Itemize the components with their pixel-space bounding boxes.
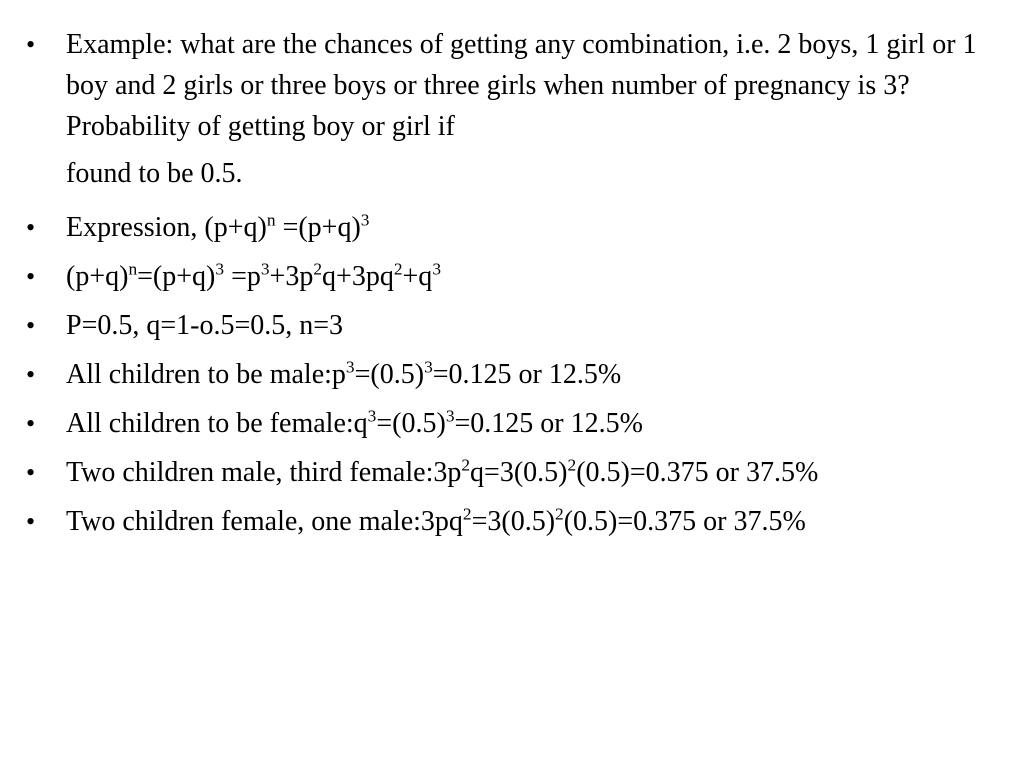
bullet-two-female-one-male bbox=[26, 502, 996, 542]
bullet-all-male bbox=[26, 355, 996, 395]
example-text-last-line: found to be 0.5. bbox=[66, 158, 243, 189]
bullet-two-male-one-female bbox=[26, 453, 996, 493]
bullet-dot-icon: • bbox=[26, 507, 36, 536]
bullet-expression bbox=[26, 208, 996, 248]
bullet-all-female bbox=[26, 404, 996, 444]
bullet-text: All children to be $female:q^3=(0.5)^3=0.125$ or 12.5% bbox=[66, 406, 643, 439]
bullet-text: $(p+q)^n=(p+q)^3 =p^3+3p^2q+3pq^2+q^3$ bbox=[66, 259, 441, 292]
bullet-text bbox=[66, 29, 977, 189]
bullet-dot-icon: • bbox=[26, 311, 36, 340]
bullet-list bbox=[26, 24, 996, 551]
bullet-dot-icon: • bbox=[26, 458, 36, 487]
bullet-text: Two children female, one $male:3pq^2=3(0.5)^2(0.5)=0.375$ or 37.5% bbox=[66, 504, 806, 537]
bullet-text: Two children male, third $female:3p^2q=3(0.5)^2(0.5)=0.375$ or 37.5% bbox=[66, 455, 819, 488]
bullet-text: All children to be $male:p^3=(0.5)^3=0.125$ or 12.5% bbox=[66, 357, 622, 390]
bullet-dot-icon: • bbox=[26, 213, 36, 242]
bullet-text: Expression, $(p+q)^n =(p+q)^3$ bbox=[66, 210, 370, 243]
bullet-dot-icon: • bbox=[26, 262, 36, 291]
bullet-dot-icon: • bbox=[26, 30, 36, 59]
bullet-parameters bbox=[26, 306, 996, 346]
bullet-binomial-expansion bbox=[26, 257, 996, 297]
example-text: Example: what are the chances of getting any combination, i.e. 2 boys, 1 girl or 1 boy and 2 girls or three boys or three girls when number of pregnancy is 3? Probability of getting boy or girl if bbox=[66, 29, 977, 142]
bullet-example bbox=[26, 24, 996, 194]
bullet-dot-icon: • bbox=[26, 360, 36, 389]
bullet-text: P=0.5, q=1-o.5=0.5, n=3 bbox=[66, 310, 344, 341]
bullet-dot-icon: • bbox=[26, 409, 36, 438]
